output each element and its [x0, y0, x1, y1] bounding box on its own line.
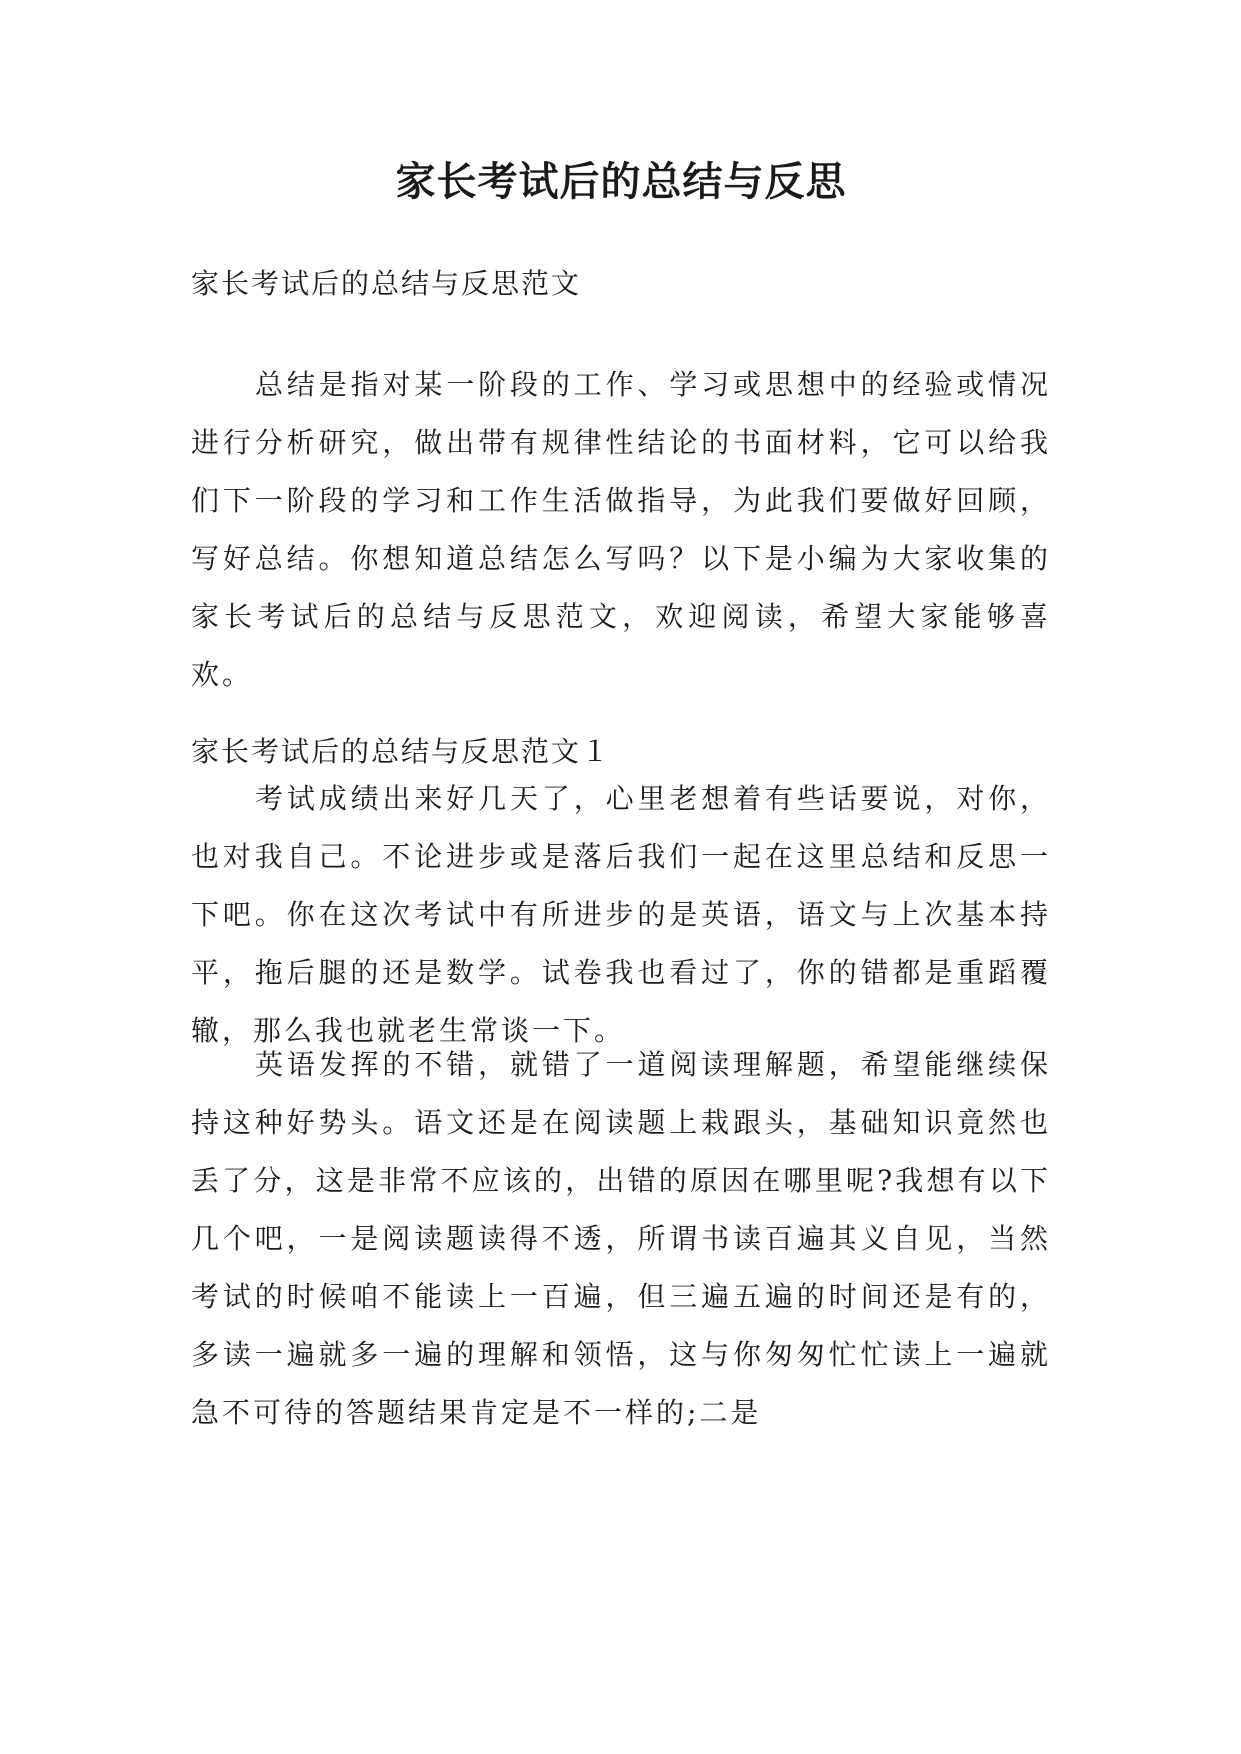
- body-paragraph: 英语发挥的不错，就错了一道阅读理解题，希望能继续保持这种好势头。语文还是在阅读题上栽跟头，基础知识竟然也丢了分，这是非常不应该的，出错的原因在哪里呢?我想有以下几个吧，一是阅读题读得不透，所谓书读百遍其义自见，当然考试的时候咱不能读上一百遍，但三遍五遍的时间还是有的，多读一遍就多一遍的理解和领悟，这与你匆匆忙忙读上一遍就急不可待的答题结果肯定是不一样的;二是: [191, 1048, 1051, 1429]
- document-subtitle: 家长考试后的总结与反思范文: [191, 267, 582, 300]
- document-title: 家长考试后的总结与反思: [395, 158, 847, 205]
- intro-paragraph: 总结是指对某一阶段的工作、学习或思想中的经验或情况进行分析研究，做出带有规律性结论的书面材料，它可以给我们下一阶段的学习和工作生活做指导，为此我们要做好回顾，写好总结。你想知道总结怎么写吗？以下是小编为大家收集的家长考试后的总结与反思范文，欢迎阅读，希望大家能够喜欢。: [191, 368, 1051, 691]
- section-heading: 家长考试后的总结与反思范文１: [191, 735, 612, 768]
- body-paragraph: 考试成绩出来好几天了，心里老想着有些话要说，对你，也对我自己。不论进步或是落后我们一起在这里总结和反思一下吧。你在这次考试中有所进步的是英语，语文与上次基本持平，拖后腿的还是数学。试卷我也看过了，你的错都是重蹈覆辙，那么我也就老生常谈一下。: [191, 782, 1051, 1047]
